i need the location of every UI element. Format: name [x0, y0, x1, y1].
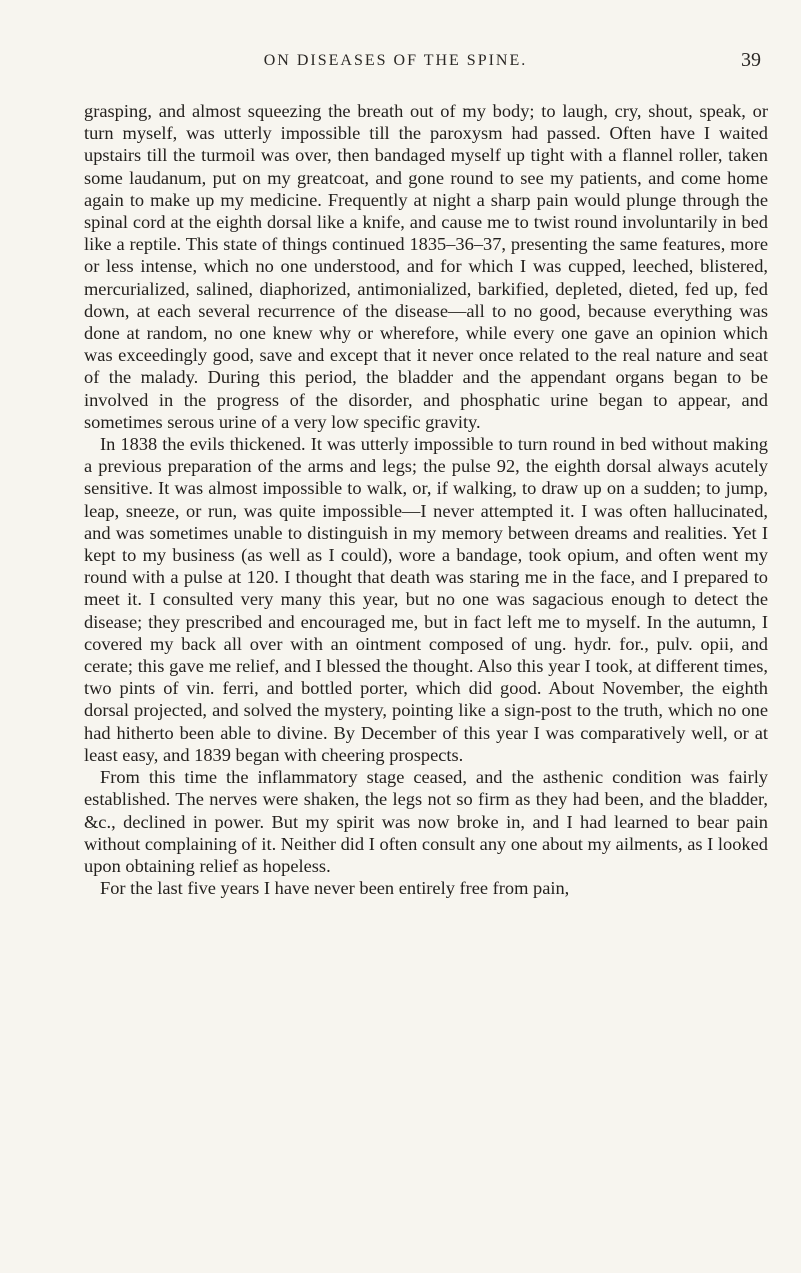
paragraph-4: For the last five years I have never been entirely free from pain, [100, 878, 570, 899]
running-title: ON DISEASES OF THE SPINE. [263, 52, 528, 69]
paragraph-3: From this time the inflammatory stage ceased, and the asthenic condition was fairly established. The nerves were shaken, the legs not so firm as they had been, and the bladder, &c., declined in power. But my spirit was now broke in, and I had learned to bear pain without complaining of it. Neither did I often consult any one about my ailments, as I looked upon obtaining relief as hopeless. [84, 767, 768, 876]
running-head [90, 49, 761, 76]
body-text [84, 100, 768, 899]
page-number: 39 [741, 49, 761, 71]
paragraph-2: In 1838 the evils thickened. It was utterly impossible to turn round in bed without making a previous preparation of the arms and legs; the pulse 92, the eighth dorsal always acutely sensitive. It was almost impossible to walk, or, if walking, to draw up on a sudden; to jump, leap, sneeze, or run, was quite impossible—I never attempted it. I was often hallucinated, and was sometimes unable to distinguish in my memory between dreams and realities. Yet I kept to my business (as well as I could), wore a bandage, took opium, and often went my round with a pulse at 120. I thought that death was staring me in the face, and I prepared to meet it. I consulted very many this year, but no one was sagacious enough to detect the disease; they prescribed and encouraged me, but in fact left me to myself. In the autumn, I covered my back all over with an ointment composed of ung. hydr. for., pulv. opii, and cerate; this gave me relief, and I blessed the thought. Also this year I took, at different times, two pints of vin. ferri, and bottled porter, which did good. About November, the eighth dorsal projected, and solved the mystery, pointing like a sign-post to the truth, which no one had hitherto been able to divine. By December of this year I was comparatively well, or at least easy, and 1839 began with cheering prospects. [84, 434, 768, 765]
paragraph-1: grasping, and almost squeezing the breath out of my body; to laugh, cry, shout, speak, or turn myself, was utterly impossible till the paroxysm had passed. Often have I waited upstairs till the turmoil was over, then bandaged myself up tight with a flannel roller, taken some laudanum, put on my greatcoat, and gone round to see my patients, and come home again to make up my medicine. Frequently at night a sharp pain would plunge through the spinal cord at the eighth dorsal like a knife, and cause me to twist round involuntarily in bed like a reptile. This state of things continued 1835–36–37, presenting the same features, more or less intense, which no one understood, and for which I was cupped, leeched, blistered, mercurialized, salined, diaphorized, antimonialized, barkified, depleted, dieted, fed up, fed down, at each several recurrence of the disease—all to no good, because everything was done at random, no one knew why or wherefore, while every one gave an opinion which was exceedingly good, save and except that it never once related to the real nature and seat of the malady. During this period, the bladder and the appendant organs began to be involved in the progress of the disorder, and phosphatic urine began to appear, and sometimes serous urine of a very low specific gravity. [84, 101, 768, 432]
